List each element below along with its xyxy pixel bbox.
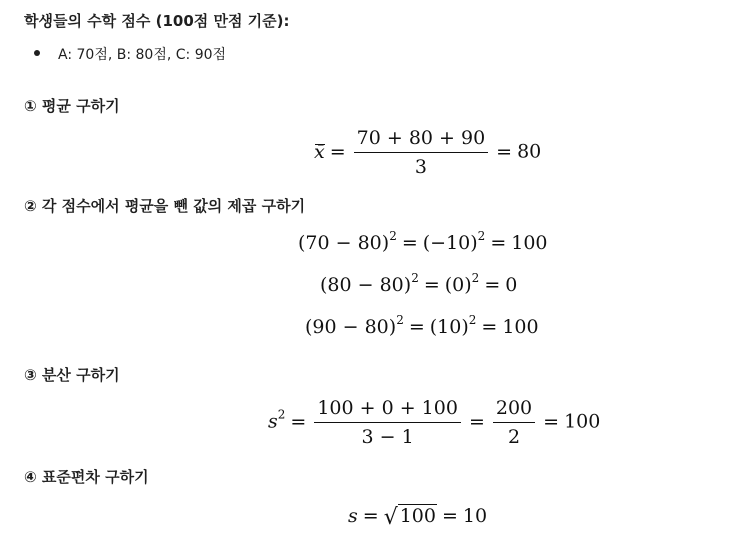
- variance-symbol: s: [268, 410, 278, 433]
- page-title: 학생들의 수학 점수 (100점 만점 기준):: [24, 12, 290, 30]
- mean-equation: x̄ = $\frac{70 + 80 + 90}{3}$ = 80: [314, 127, 542, 178]
- sqrt-icon: √: [383, 505, 398, 530]
- exponent: 2: [468, 313, 477, 327]
- squared-diff-row-3: $(90 - 80)^2 = (10)^2 = 100$: [305, 313, 539, 338]
- sqrt-radicand: 100: [399, 505, 436, 527]
- squared-diff-result: 0: [505, 274, 518, 296]
- mean-result: 80: [517, 140, 542, 163]
- exponent: 2: [389, 229, 397, 243]
- squared-diff-mid: (−10): [422, 232, 478, 254]
- exponent: 2: [477, 229, 486, 243]
- exponent: 2: [277, 407, 286, 422]
- squared-diff-base: (90 − 80): [305, 316, 397, 338]
- variance-result: 100: [564, 410, 601, 433]
- variance-numerator-2: 200: [493, 397, 535, 423]
- exponent: 2: [471, 271, 480, 285]
- squared-diff-row-2: $(80 - 80)^2 = (0)^2 = 0$: [320, 271, 518, 296]
- mean-symbol: x̄: [314, 140, 325, 163]
- step-1-heading: ① 평균 구하기: [24, 97, 120, 115]
- squared-diff-mid: (0): [444, 274, 472, 296]
- variance-fraction-2: [493, 397, 535, 448]
- variance-denominator-1: 3 − 1: [361, 426, 414, 448]
- step-4-heading: ④ 표준편차 구하기: [24, 468, 149, 486]
- squared-diff-row-1: $(70 - 80)^2 = (-10)^2 = 100$: [298, 229, 548, 254]
- stddev-symbol: s: [348, 505, 358, 527]
- squared-diff-base: (80 − 80): [320, 274, 412, 296]
- variance-equation: $s^2$ = $\frac{100 + 0 + 100}{3 - 1}$ = $\frac{200}{2}$ = 100: [268, 397, 601, 448]
- exponent: 2: [396, 313, 404, 327]
- stddev-result: 10: [462, 505, 488, 527]
- mean-numerator: 70 + 80 + 90: [354, 127, 489, 153]
- mean-denominator: 3: [414, 156, 427, 178]
- squared-diff-base: (70 − 80): [298, 232, 390, 254]
- stddev-equation: s = √ 100 = 10: [348, 505, 488, 530]
- bullet-icon: [34, 50, 40, 56]
- squared-diff-result: 100: [511, 232, 548, 254]
- exponent: 2: [411, 271, 419, 285]
- scores-text: A: 70점, B: 80점, C: 90점: [58, 47, 227, 63]
- variance-numerator-1: 100 + 0 + 100: [314, 397, 461, 423]
- step-3-heading: ③ 분산 구하기: [24, 366, 120, 384]
- squared-diff-result: 100: [502, 316, 539, 338]
- variance-denominator-2: 2: [507, 426, 521, 448]
- scores-list-item: [34, 44, 226, 64]
- squared-diff-mid: (10): [429, 316, 469, 338]
- variance-fraction-1: [314, 397, 461, 448]
- step-2-heading: ② 각 점수에서 평균을 뺀 값의 제곱 구하기: [24, 197, 306, 215]
- mean-fraction: [354, 127, 489, 178]
